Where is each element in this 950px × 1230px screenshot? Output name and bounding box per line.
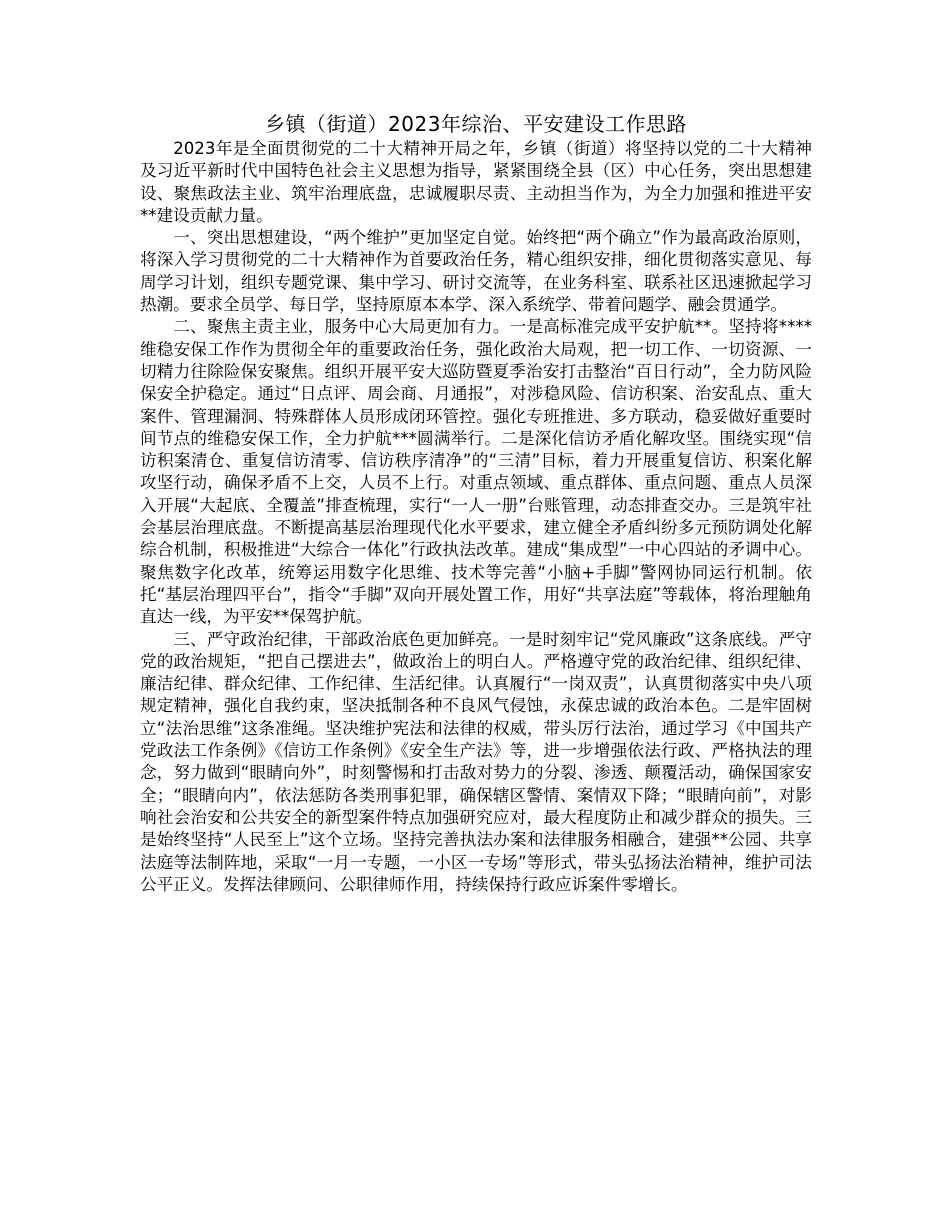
document-page — [140, 110, 812, 896]
paragraph-section-1: 一、突出思想建设，“两个维护”更加坚定自觉。始终把“两个确立”作为最高政治原则，将深入学习贯彻党的二十大精神作为首要政治任务，精心组织安排，细化贯彻落实意见、每周学习计划，组织专题党课、集中学习、研讨交流等，在业务科室、联系社区迅速掀起学习热潮。要求全员学、每日学，坚持原原本本学、深入系统学、带着问题学、融会贯通学。 — [140, 228, 812, 315]
paragraph-intro: 2023年是全面贯彻党的二十大精神开局之年，乡镇（街道）将坚持以党的二十大精神及习近平新时代中国特色社会主义思想为指导，紧紧围绕全县（区）中心任务，突出思想建设、聚焦政法主业、筑牢治理底盘，忠诚履职尽责、主动担当作为，为全力加强和推进平安**建设贡献力量。 — [140, 139, 812, 225]
paragraph-section-3: 三、严守政治纪律，干部政治底色更加鲜亮。一是时刻牢记“党风廉政”这条底线。严守党的政治规矩，“把自己摆进去”，做政治上的明白人。严格遵守党的政治纪律、组织纪律、廉洁纪律、群众纪律、工作纪律、生活纪律。认真履行“一岗双责”，认真贯彻落实中央八项规定精神，强化自我约束，坚决抵制各种不良风气侵蚀，永葆忠诚的政治本色。二是牢固树立“法治思维”这条准绳。坚决维护宪法和法律的权威，带头厉行法治，通过学习《中国共产党政法工作条例》《信访工作条例》《安全生产法》等，进一步增强依法行政、严格执法的理念，努力做到“眼睛向外”，时刻警惕和打击敌对势力的分裂、渗透、颠覆活动，确保国家安全；“眼睛向内”，依法惩防各类刑事犯罪，确保辖区警情、案情双下降；“眼睛向前”，对影响社会治安和公共安全的新型案件特点加强研究应对，最大程度防止和减少群众的损失。三是始终坚持“人民至上”这个立场。坚持完善执法办案和法律服务相融合，建强**公园、共享法庭等法制阵地，采取“一月一专题，一小区一专场”等形式，带头弘扬法治精神，维护司法公平正义。发挥法律顾问、公职律师作用，持续保持行政应诉案件零增长。 — [140, 629, 812, 894]
document-title: 乡镇（街道）2023年综治、平安建设工作思路 — [265, 112, 687, 136]
paragraph-section-2: 二、聚焦主责主业，服务中心大局更加有力。一是高标准完成平安护航**。坚持将****维稳安保工作作为贯彻全年的重要政治任务，强化政治大局观，把一切工作、一切资源、一切精力往除险保安聚焦。组织开展平安大巡防暨夏季治安打击整治“百日行动”，全力防风险保安全护稳定。通过“日点评、周会商、月通报”，对涉稳风险、信访积案、治安乱点、重大案件、管理漏洞、特殊群体人员形成闭环管控。强化专班推进、多方联动，稳妥做好重要时间节点的维稳安保工作，全力护航***圆满举行。二是深化信访矛盾化解攻坚。围绕实现“信访积案清仓、重复信访清零、信访秩序清净”的“三清”目标，着力开展重复信访、积案化解攻坚行动，确保矛盾不上交，人员不上行。对重点领域、重点群体、重点问题、重点人员深入开展“大起底、全覆盖”排查梳理，实行“一人一册”台账管理，动态排查交办。三是筑牢社会基层治理底盘。不断提高基层治理现代化水平要求，建立健全矛盾纠纷多元预防调处化解综合机制，积极推进“大综合一体化”行政执法改革。建成“集成型”一中心四站的矛调中心。聚焦数字化改革，统筹运用数字化思维、技术等完善“小脑+手脚”警网协同运行机制。依托“基层治理四平台”，指令“手脚”双向开展处置工作，用好“共享法庭”等载体，将治理触角直达一线，为平安**保驾护航。 — [140, 317, 812, 627]
